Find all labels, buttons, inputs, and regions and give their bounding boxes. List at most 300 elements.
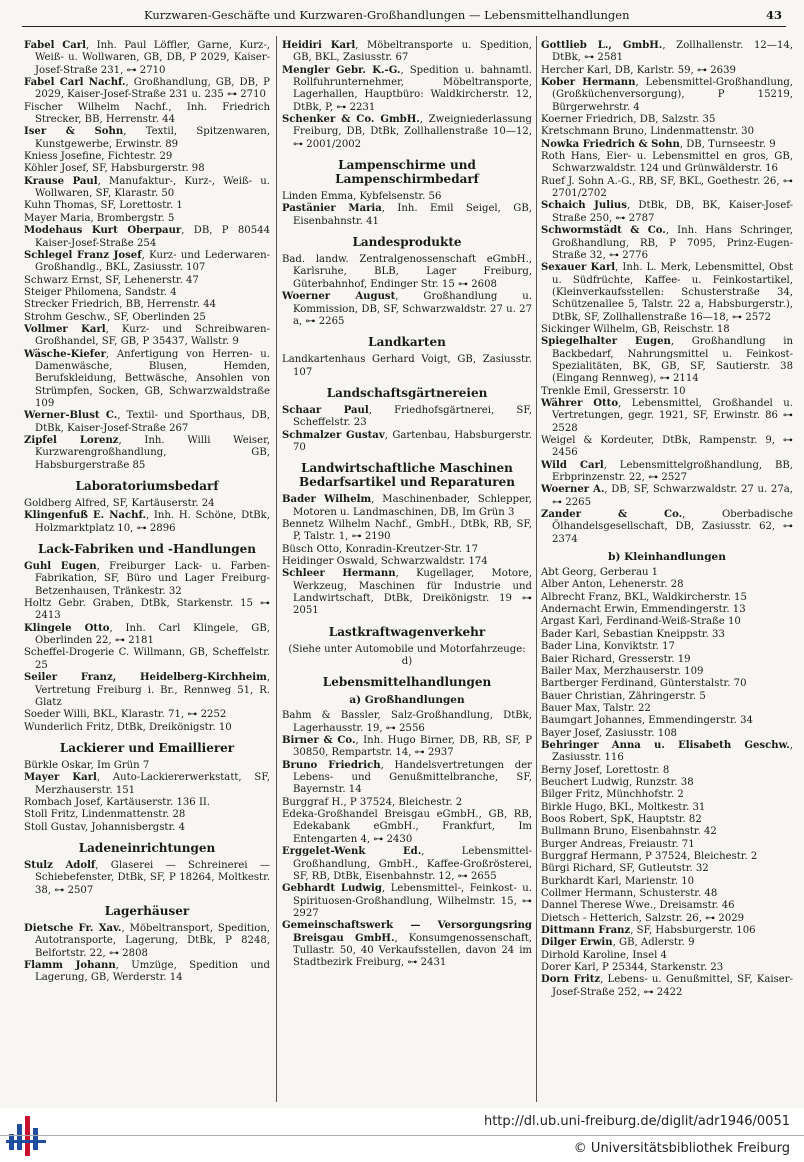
directory-entry — [541, 789, 793, 801]
entry-details: , Spedition u. bahnamtl. Rollfuhrunternehmer, Möbeltransporte, Lagerhallen, Hauptbüro: Waldkircherstr. 12, DtBk, P, ⊶ 2231 — [293, 64, 532, 113]
entry-name: Werner-Blust C. — [24, 410, 118, 422]
entry-details: , GB, Adlerstr. 9 — [612, 937, 695, 949]
entry-details: Argast Karl, Ferdinand-Weiß-Straße 10 — [541, 616, 741, 628]
directory-entry — [541, 629, 793, 641]
entry-name: Dietsche Fr. Xav. — [24, 922, 122, 934]
directory-entry — [541, 703, 793, 715]
entry-details: Dietsch - Hetterich, Salzstr. 26, ⊶ 2029 — [541, 912, 745, 924]
directory-entry — [541, 900, 793, 912]
directory-entry — [541, 925, 793, 937]
directory-entry — [541, 225, 793, 262]
entry-name: Währer Otto — [541, 397, 619, 409]
entry-details: , DB, P 80544 Kaiser-Josef-Straße 254 — [35, 225, 270, 249]
directory-entry — [24, 324, 270, 349]
entry-list — [24, 498, 270, 535]
directory-entry — [541, 913, 793, 925]
directory-entry — [541, 888, 793, 900]
entry-details: Bauer Christian, Zähringerstr. 5 — [541, 690, 706, 702]
running-header — [22, 4, 786, 27]
entry-name: Mengler Gebr. K.-G. — [282, 64, 401, 76]
directory-entry — [541, 863, 793, 875]
directory-entry — [541, 398, 793, 435]
entry-name: Gebhardt Ludwig — [282, 883, 382, 895]
entry-details: , Möbeltransporte u. Spedition, GB, BKL, Zasiusstr. 67 — [293, 40, 532, 64]
entry-name: Wäsche-Kiefer — [24, 348, 106, 360]
entry-name: Birner & Co. — [282, 735, 356, 747]
entry-details: , Kurz- und Schreibwaren-Großhandel, SF, GB, P 35437, Wallstr. 9 — [35, 323, 270, 348]
entry-list — [282, 354, 532, 379]
entry-details: Kniess Josefine, Fichtestr. 29 — [24, 151, 173, 163]
entry-details: Collmer Hermann, Schusterstr. 48 — [541, 888, 718, 900]
entry-list — [282, 494, 532, 617]
directory-entry — [282, 519, 532, 544]
entry-name: Erggelet-Wenk Ed. — [282, 846, 422, 858]
directory-entry — [541, 336, 793, 385]
directory-entry — [24, 561, 270, 598]
page-number: 43 — [765, 8, 782, 22]
directory-entry — [24, 822, 270, 834]
entry-details: Bailer Max, Merzhauserstr. 109 — [541, 665, 704, 677]
entry-details: Holtz Gebr. Graben, DtBk, Starkenstr. 15 ⊶ 2413 — [24, 598, 270, 622]
directory-entry — [541, 876, 793, 888]
entry-details: , Manufaktur-, Kurz-, Weiß- u. Wollwaren, SF, Klarastr. 50 — [35, 175, 270, 200]
entry-details: , Vertretung Freiburg i. Br., Rennweg 51, R. Glatz — [35, 672, 270, 708]
directory-entry — [541, 262, 793, 324]
entry-details: , Inh. Carl Klingele, GB, Oberlinden 22, ⊶ 2181 — [35, 622, 270, 647]
entry-list — [24, 860, 270, 897]
entry-name: Krause Paul — [24, 175, 98, 187]
directory-entry — [24, 598, 270, 623]
entry-details: , Lebensmittel-Großhandlung, (Großküchenversorgung), P 15219, Bürgerwehrstr. 4 — [552, 77, 793, 113]
entry-details: Ruef J. Sohn A.-G., RB, SF, BKL, Goethestr. 26, ⊶ 2701/2702 — [541, 175, 793, 200]
entry-details: Strecker Friedrich, BB, Herrenstr. 44 — [24, 299, 217, 311]
copyright-notice: © Universitätsbibliothek Freiburg — [573, 1141, 790, 1156]
entry-details: , Auto-Lackiererwerkstatt, SF, Merzhauserstr. 151 — [35, 772, 270, 796]
entry-details: Kuhn Thomas, SF, Lorettostr. 1 — [24, 200, 183, 212]
entry-details: , Zasiusstr. 116 — [552, 739, 793, 764]
directory-entry — [24, 102, 270, 127]
column-left — [24, 40, 270, 985]
entry-details: Trenkle Emil, Gresserstr. 10 — [541, 385, 686, 397]
entry-details: , Inh. Emil Seigel, GB, Eisenbahnstr. 41 — [293, 203, 532, 227]
entry-details: Burggraf H., P 37524, Bleichestr. 2 — [282, 796, 463, 808]
section-heading-landschaftsgaertnereien: Landschaftsgärtnereien — [326, 385, 488, 400]
entry-list — [541, 567, 793, 999]
entry-details: , SF, Habsburgerstr. 106 — [630, 925, 756, 937]
entry-name: Schenker & Co. GmbH. — [282, 114, 420, 126]
entry-list — [282, 405, 532, 454]
entry-details: , Möbeltransport, Spedition, Autotransporte, Lagerung, DtBk, P 8248, Belfortstr. 22, ⊶ 2808 — [35, 922, 270, 959]
directory-entry — [541, 435, 793, 460]
entry-name: Stulz Adolf — [24, 859, 96, 871]
entry-details: Schwarz Ernst, SF, Lehenerstr. 47 — [24, 274, 199, 286]
entry-details: Roth Hans, Eier- u. Lebensmittel en gros, GB, Schwarzwaldstr. 124 und Grünwälderstr. 16 — [541, 151, 793, 175]
cross-reference-note: (Siehe unter Automobile und Motorfahrzeuge: d) — [288, 643, 526, 668]
entry-details: Büsch Otto, Konradin-Kreutzer-Str. 17 — [282, 543, 479, 555]
directory-entry — [541, 715, 793, 727]
entry-details: , Inh. Hans Schringer, Großhandlung, RB, P 7095, Prinz-Eugen-Straße 32, ⊶ 2776 — [552, 225, 794, 261]
directory-entry — [24, 126, 270, 151]
directory-entry — [282, 430, 532, 455]
entry-name: Schaich Julius — [541, 200, 627, 212]
directory-entry — [24, 772, 270, 797]
directory-entry — [282, 544, 532, 556]
directory-entry — [541, 616, 793, 628]
entry-details: Bilger Fritz, Münchhofstr. 2 — [541, 789, 684, 801]
entry-list — [24, 561, 270, 734]
entry-details: , DtBk, DB, BK, Kaiser-Josef-Straße 250, ⊶ 2787 — [552, 200, 793, 224]
directory-entry — [282, 354, 532, 379]
entry-details: , Konsumgenossenschaft, Tullastr. 50, 40 Verkaufsstellen, davon 24 im Stadtbezirk Freiburg, ⊶ 2431 — [293, 932, 532, 969]
directory-entry — [282, 735, 532, 760]
directory-entry — [282, 405, 532, 430]
directory-entry — [541, 65, 793, 77]
directory-entry — [541, 728, 793, 740]
directory-entry — [541, 567, 793, 579]
entry-name: Behringer Anna u. Elisabeth Geschw. — [541, 739, 790, 751]
entry-name: Wild Carl — [541, 459, 604, 471]
entry-details: , Textil, Spitzenwaren, Kunstgewerbe, Erwinstr. 89 — [35, 126, 270, 150]
directory-entry — [541, 851, 793, 863]
directory-entry — [24, 312, 270, 324]
directory-entry — [541, 765, 793, 777]
entry-details: , Lebensmittel, Großhandel u. Vertretungen, gegr. 1921, SF, Erwinstr. 86 ⊶ 2528 — [552, 397, 793, 434]
directory-entry — [24, 275, 270, 287]
directory-entry — [24, 213, 270, 225]
entry-name: Seiler Franz, Heidelberg-Kirchheim — [24, 672, 267, 684]
entry-list — [24, 760, 270, 834]
entry-name: Schwormstädt & Co. — [541, 225, 666, 237]
entry-list — [282, 191, 532, 228]
directory-entry — [282, 846, 532, 883]
entry-details: , Textil- und Sporthaus, DB, DtBk, Kaiser-Josef-Straße 267 — [35, 410, 270, 434]
directory-entry — [541, 814, 793, 826]
entry-details: , Inh. H. Schöne, DtBk, Holzmarktplatz 10, ⊶ 2896 — [35, 510, 270, 534]
directory-entry — [24, 225, 270, 250]
entry-name: Guhl Eugen — [24, 561, 97, 573]
entry-details: Albrecht Franz, BKL, Waldkircherstr. 15 — [541, 591, 747, 603]
directory-entry — [282, 254, 532, 291]
directory-entry — [541, 324, 793, 336]
entry-details: Bennetz Wilhelm Nachf., GmbH., DtBk, RB, SF, P, Talstr. 1, ⊶ 2190 — [282, 518, 532, 543]
entry-details: Bürkle Oskar, Im Grün 7 — [24, 759, 150, 771]
directory-entry — [282, 760, 532, 797]
section-heading-landkarten: Landkarten — [368, 335, 446, 350]
directory-entry — [541, 460, 793, 485]
directory-entry — [282, 203, 532, 228]
directory-entry — [541, 974, 793, 999]
entry-details: Bürgi Richard, SF, Gutleutstr. 32 — [541, 863, 709, 875]
entry-details: , Handelsvertretungen der Lebens- und Genußmittelbranche, SF, Bayernstr. 14 — [293, 759, 533, 796]
entry-list — [282, 710, 532, 969]
directory-entry — [541, 740, 793, 765]
entry-details: Bullmann Bruno, Eisenbahnstr. 42 — [541, 826, 717, 838]
entry-name: Pastänier Maria — [282, 203, 382, 215]
entry-name: Woerner August — [282, 291, 396, 303]
entry-details: Dorer Karl, P 25344, Starkenstr. 23 — [541, 962, 724, 974]
entry-details: , Umzüge, Spedition und Lagerung, GB, Werderstr. 14 — [35, 960, 270, 984]
entry-details: , Freiburger Lack- u. Farben-Fabrikation, SF, Büro und Lager Freiburg-Betzenhausen, Tränkestr. 32 — [35, 561, 271, 597]
directory-entry — [541, 592, 793, 604]
entry-name: Bader Wilhelm — [282, 494, 372, 506]
entry-details: Köhler Josef, SF, Habsburgerstr. 98 — [24, 163, 205, 175]
directory-entry — [24, 672, 270, 709]
directory-entry — [282, 114, 532, 151]
permalink-url[interactable]: http://dl.ub.uni-freiburg.de/diglit/adr1946/0051 — [483, 1114, 790, 1129]
entry-name: Bruno Friedrich — [282, 759, 381, 771]
entry-details: , Lebens- u. Genußmittel, SF, Kaiser-Josef-Straße 252, ⊶ 2422 — [552, 974, 793, 998]
directory-entry — [541, 114, 793, 126]
directory-entry — [282, 65, 532, 114]
directory-entry — [541, 962, 793, 974]
directory-entry — [541, 139, 793, 151]
directory-entry — [541, 691, 793, 703]
subsection-heading-kleinhandlungen: b) Kleinhandlungen — [608, 551, 726, 564]
entry-details: Burger Andreas, Freiaustr. 71 — [541, 838, 695, 850]
entry-details: Baumgart Johannes, Emmendingerstr. 34 — [541, 715, 753, 727]
directory-entry — [282, 556, 532, 568]
entry-details: , Maschinenbader, Schlepper, Motoren u. Landmaschinen, DB, Im Grün 3 — [293, 494, 532, 518]
directory-entry — [282, 40, 532, 65]
directory-entry — [24, 498, 270, 510]
directory-entry — [282, 191, 532, 203]
directory-entry — [24, 200, 270, 212]
directory-entry — [541, 386, 793, 398]
directory-entry — [24, 647, 270, 672]
directory-entry — [24, 709, 270, 721]
entry-details: Andernacht Erwin, Emmendingerstr. 13 — [541, 604, 746, 616]
entry-details: Berny Josef, Lorettostr. 8 — [541, 764, 670, 776]
entry-name: Mayer Karl — [24, 772, 97, 784]
entry-name: Modehaus Kurt Oberpaur — [24, 225, 182, 237]
entry-name: Fabel Carl — [24, 40, 86, 51]
entry-details: Sickinger Wilhelm, GB, Reischstr. 18 — [541, 323, 730, 335]
entry-details: Linden Emma, Kybfelsenstr. 56 — [282, 191, 442, 203]
directory-entry — [541, 77, 793, 114]
entry-details: , Glaserei — Schreinerei — Schiebefenster, DtBk, SF, P 18264, Moltkestr. 38, ⊶ 2507 — [35, 859, 270, 896]
viewer-footer — [0, 1108, 804, 1162]
directory-entry — [24, 797, 270, 809]
section-heading-lebensmittelhandlungen: Lebensmittelhandlungen — [322, 675, 492, 690]
entry-details: Goldberg Alfred, SF, Kartäuserstr. 24 — [24, 498, 215, 510]
directory-entry — [24, 40, 270, 77]
entry-details: , Großhandlung u. Kommission, DB, SF, Schwarzwaldstr. 27 u. 27 a, ⊶ 2265 — [293, 291, 532, 327]
entry-details: Fischer Wilhelm Nachf., Inh. Friedrich Strecker, BB, Herrenstr. 44 — [24, 101, 270, 126]
entry-details: Burkhardt Karl, Marienstr. 10 — [541, 875, 695, 887]
directory-entry — [541, 509, 793, 546]
directory-entry — [541, 937, 793, 949]
entry-details: Weigel & Kordeuter, DtBk, Rampenstr. 9, ⊶ 2456 — [541, 435, 793, 459]
column-divider — [276, 36, 277, 1102]
directory-entry — [24, 299, 270, 311]
directory-entry — [24, 510, 270, 535]
entry-details: Abt Georg, Gerberau 1 — [541, 567, 659, 579]
entry-details: , Zollhallenstr. 12—14, DtBk, ⊶ 2581 — [552, 40, 793, 64]
entry-details: Stoll Gustav, Johannisbergstr. 4 — [24, 821, 186, 833]
directory-entry — [282, 797, 532, 809]
entry-name: Fabel Carl Nachf. — [24, 77, 126, 89]
entry-details: Mayer Maria, Brombergstr. 5 — [24, 212, 175, 224]
entry-details: Bad. landw. Zentralgenossenschaft eGmbH., Karlsruhe, BLB, Lager Freiburg, Güterbahnhof, Endinger Str. 15 ⊶ 2608 — [282, 254, 532, 290]
directory-entry — [541, 200, 793, 225]
directory-entry — [541, 678, 793, 690]
section-heading-lastkraftwagenverkehr: Lastkraftwagenverkehr — [328, 624, 486, 639]
directory-entry — [541, 641, 793, 653]
directory-entry — [24, 722, 270, 734]
entry-list — [282, 254, 532, 328]
directory-entry — [541, 176, 793, 201]
directory-entry — [282, 920, 532, 969]
directory-entry — [24, 860, 270, 897]
entry-details: , Lebensmittelgroßhandlung, BB, Erbprinzenstr. 22, ⊶ 2527 — [552, 459, 793, 484]
entry-name: Zipfel Lorenz — [24, 435, 119, 446]
entry-details: Kretschmann Bruno, Lindenmattenstr. 30 — [541, 126, 755, 138]
directory-entry — [24, 163, 270, 175]
entry-details: Dirhold Karoline, Insel 4 — [541, 949, 667, 961]
section-heading-lack-fabriken: Lack-Fabriken und -Handlungen — [37, 542, 257, 557]
directory-entry — [24, 809, 270, 821]
entry-name: Schaar Paul — [282, 404, 369, 416]
entry-details: Landkartenhaus Gerhard Voigt, GB, Zasiusstr. 107 — [282, 354, 532, 378]
directory-entry — [282, 710, 532, 735]
entry-details: , Oberbadische Ölhandelsgesellschaft, DB, Zasiusstr. 62, ⊶ 2374 — [552, 509, 793, 545]
entry-details: , Kugellager, Motore, Werkzeug, Maschinen für Industrie und Landwirtschaft, DtBk, Dreikönigstr. 19 ⊶ 2051 — [293, 568, 533, 617]
entry-details: Baier Richard, Gresserstr. 19 — [541, 653, 691, 665]
entry-name: Dorn Fritz — [541, 974, 601, 986]
entry-details: , Großhandlung in Backbedarf, Nahrungsmittel u. Feinkost-Spezialitäten, BK, GB, SF, Sautierstr. 38 (Eingang Rennweg), ⊶ 2114 — [552, 336, 793, 385]
section-heading-landesprodukte: Landesprodukte — [352, 235, 462, 250]
entry-name: Spiegelhalter Eugen — [541, 336, 671, 348]
directory-entry — [24, 623, 270, 648]
directory-entry — [24, 176, 270, 201]
entry-details: Alber Anton, Lehenerstr. 28 — [541, 579, 684, 591]
entry-details: Heidinger Oswald, Schwarzwaldstr. 174 — [282, 555, 488, 567]
entry-details: Bahm & Bassler, Salz-Großhandlung, DtBk, Lagerhausstr. 19, ⊶ 2556 — [282, 710, 532, 734]
entry-details: Soeder Willi, BKL, Klarastr. 71, ⊶ 2252 — [24, 709, 227, 721]
directory-entry — [282, 291, 532, 328]
directory-entry — [24, 960, 270, 985]
section-heading-laboratoriumsbedarf: Laboratoriumsbedarf — [75, 479, 219, 494]
section-heading-ladeneinrichtungen: Ladeneinrichtungen — [78, 840, 216, 855]
entry-name: Zander & Co. — [541, 509, 683, 521]
entry-list — [282, 40, 532, 151]
entry-details: , DB, SF, Schwarzwaldstr. 27 u. 27a, ⊶ 2265 — [552, 484, 793, 508]
directory-entry — [541, 666, 793, 678]
entry-list — [541, 40, 793, 546]
entry-details: Strohm Geschw., SF, Oberlinden 25 — [24, 311, 206, 323]
entry-name: Iser & Sohn — [24, 126, 124, 138]
entry-details: , Inh. Paul Löffler, Garne, Kurz-, Weiß- u. Wollwaren, GB, DB, P 2029, Kaiser-Josef-Straße 231, ⊶ 2710 — [35, 40, 270, 76]
entry-details: , Kurz- und Lederwaren-Großhandlg., BKL, Zasiusstr. 107 — [35, 249, 270, 274]
entry-details: Boos Robert, SpK, Hauptstr. 82 — [541, 813, 702, 825]
entry-details: , Zweigniederlassung Freiburg, DB, DtBk, Zollhallenstraße 10—12, ⊶ 2001/2002 — [293, 114, 533, 150]
directory-entry — [24, 923, 270, 960]
entry-details: , Anfertigung von Herren- u. Damenwäsche, Blusen, Hemden, Berufskleidung, Bettwäsche, Ansohlen von Strümpfen, Socken, GB, Schwarzwaldstraße 109 — [35, 348, 270, 409]
directory-entry — [282, 494, 532, 519]
entry-details: Burggraf Hermann, P 37524, Bleichestr. 2 — [541, 851, 758, 862]
directory-entry — [541, 151, 793, 176]
entry-details: Koerner Friedrich, DB, Salzstr. 35 — [541, 114, 716, 126]
directory-entry — [541, 802, 793, 814]
section-heading-landwirtschaftliche-maschinen: Landwirtschaftliche Maschinen Bedarfsartikel und Reparaturen — [299, 461, 515, 490]
directory-entry — [282, 809, 532, 846]
column-middle — [282, 40, 532, 970]
directory-entry — [282, 568, 532, 617]
entry-name: Sexauer Karl — [541, 262, 616, 274]
entry-details: Bauer Max, Talstr. 22 — [541, 702, 651, 714]
column-right — [541, 40, 793, 999]
entry-details: Wunderlich Fritz, DtBk, Dreikönigstr. 10 — [24, 721, 232, 733]
entry-name: Flamm Johann — [24, 960, 116, 971]
directory-entry — [24, 151, 270, 163]
section-heading-lampenschirme: Lampenschirme und Lampenschirmbedarf — [335, 158, 479, 187]
entry-name: Gottlieb L., GmbH. — [541, 40, 663, 51]
entry-details: Rombach Josef, Kartäuserstr. 136 II. — [24, 796, 211, 808]
directory-entry — [24, 287, 270, 299]
entry-name: Vollmer Karl — [24, 323, 106, 335]
directory-entry — [541, 126, 793, 138]
directory-entry — [541, 950, 793, 962]
entry-details: Edeka-Großhandel Breisgau eGmbH., GB, RB, Edekabank eGmbH., Frankfurt, Im Entengarten 4, ⊶ 2430 — [282, 809, 532, 845]
directory-entry — [282, 883, 532, 920]
directory-entry — [541, 654, 793, 666]
entry-details: , Großhandlung, GB, DB, P 2029, Kaiser-Josef-Straße 231 u. 235 ⊶ 2710 — [35, 77, 270, 101]
directory-entry — [541, 579, 793, 591]
entry-details: Bader Karl, Sebastian Kneippstr. 33 — [541, 628, 725, 640]
entry-name: Kober Hermann — [541, 77, 636, 89]
directory-entry — [541, 484, 793, 509]
section-heading-lagerhaeuser: Lagerhäuser — [104, 903, 190, 918]
entry-details: Steiger Philomena, Sandstr. 4 — [24, 286, 177, 298]
directory-entry — [541, 839, 793, 851]
entry-name: Gemeinschaftswerk — Versorgungsring Breisgau GmbH. — [282, 920, 532, 944]
directory-entry — [541, 40, 793, 65]
directory-entry — [24, 760, 270, 772]
entry-details: Stoll Fritz, Lindenmattenstr. 28 — [24, 809, 186, 821]
entry-list — [24, 40, 270, 472]
entry-details: , Inh. Hugo Birner, DB, RB, SF, P 30850, Rempartstr. 14, ⊶ 2937 — [293, 735, 532, 759]
entry-details: Scheffel-Drogerie C. Willmann, GB, Scheffelstr. 25 — [24, 647, 270, 671]
entry-details: Bayer Josef, Zasiusstr. 108 — [541, 727, 677, 739]
directory-entry — [541, 604, 793, 616]
entry-details: , Lebensmittel-, Feinkost- u. Spirituosen-Großhandlung, Wilhelmstr. 15, ⊶ 2927 — [293, 883, 533, 919]
entry-name: Nowka Friedrich & Sohn — [541, 138, 680, 150]
column-divider — [536, 36, 537, 1102]
entry-details: Birkle Hugo, BKL, Moltkestr. 31 — [541, 801, 706, 813]
entry-details: , Inh. L. Merk, Lebensmittel, Obst u. Südfrüchte, Kaffee- u. Feinkostartikel, (Kleinverkaufsstellen: Schusterstraße 34, Schützenallee 5, Talstr. 22 a, Habsburgerstr.), DtBk, SF, Zollhallenstraße 16—18, ⊶ 2572 — [552, 262, 794, 323]
entry-name: Klingenfuß E. Nachf. — [24, 510, 146, 522]
directory-entry — [24, 77, 270, 102]
entry-details: Bader Lina, Konviktstr. 17 — [541, 641, 675, 653]
entry-details: Bartberger Ferdinand, Günterstalstr. 70 — [541, 678, 747, 690]
entry-name: Heidiri Karl — [282, 40, 356, 51]
entry-name: Schmalzer Gustav — [282, 429, 385, 441]
directory-entry — [541, 826, 793, 838]
entry-details: , Inh. Willi Weiser, Kurzwarengroßhandlung, GB, Habsburgerstraße 85 — [35, 435, 270, 471]
entry-details: , DB, Turnseestr. 9 — [679, 138, 776, 150]
entry-details: , Gartenbau, Habsburgerstr. 70 — [293, 429, 533, 453]
entry-list — [24, 923, 270, 985]
entry-details: Dannel Therese Wwe., Dreisamstr. 46 — [541, 900, 735, 912]
entry-name: Dittmann Franz — [541, 925, 631, 937]
entry-name: Klingele Otto — [24, 622, 110, 634]
directory-entry — [24, 349, 270, 411]
entry-details: Hercher Karl, DB, Karlstr. 59, ⊶ 2639 — [541, 64, 736, 76]
page-header-title: Kurzwaren-Geschäfte und Kurzwaren-Großhandlungen — Lebensmittelhandlungen — [144, 8, 630, 22]
subsection-heading-grosshandlungen: a) Großhandlungen — [349, 694, 465, 707]
directory-entry — [24, 435, 270, 472]
entry-name: Dilger Erwin — [541, 937, 613, 949]
